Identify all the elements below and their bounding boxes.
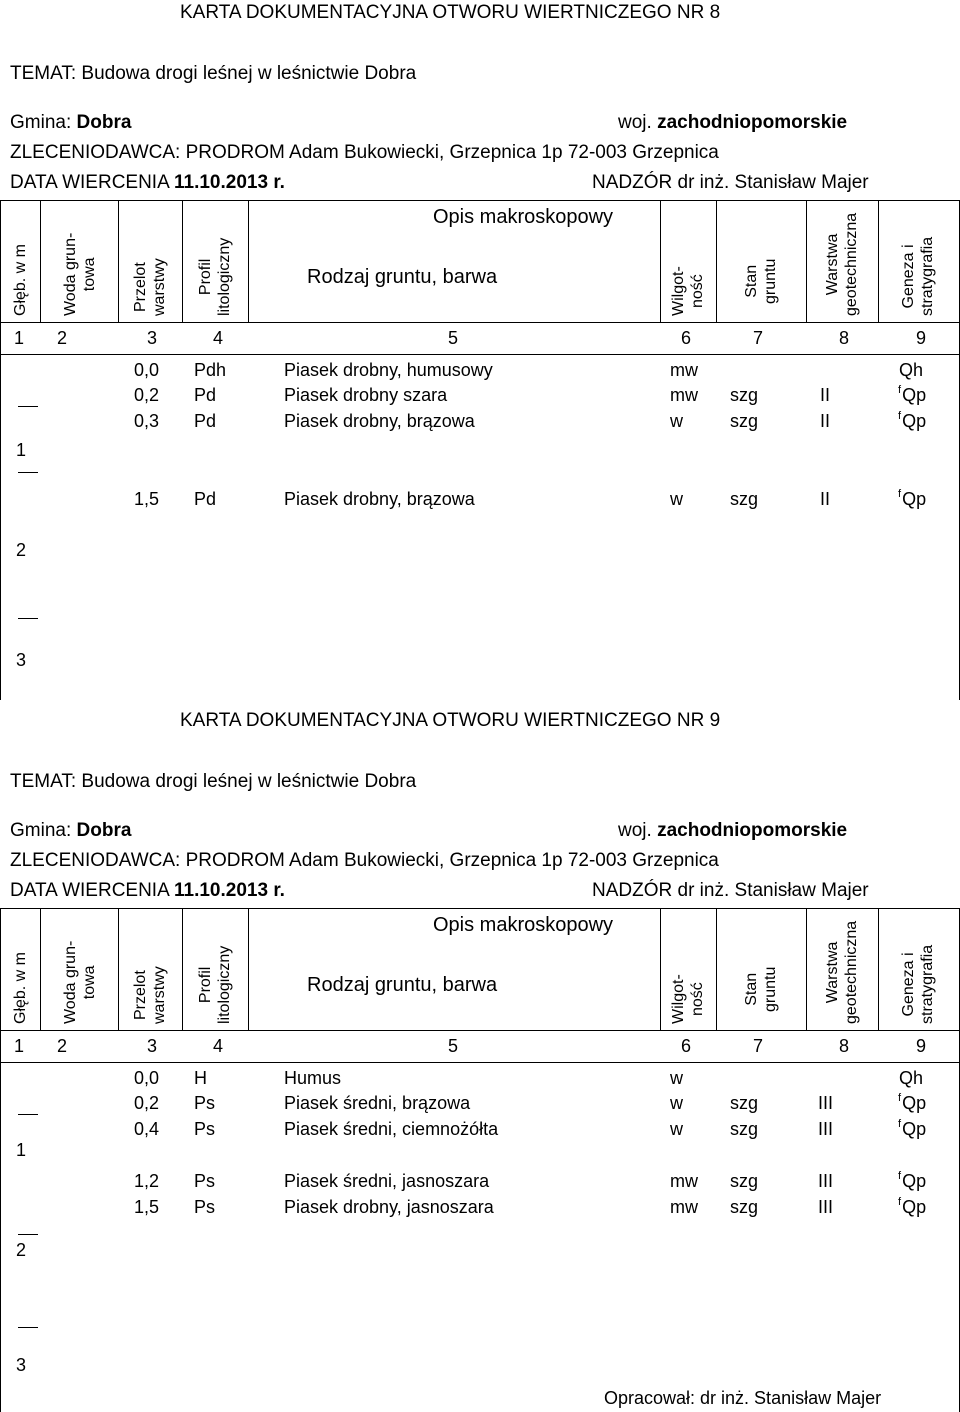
- drilling-date-label: DATA WIERCENIA: [10, 172, 169, 193]
- column-number: 7: [753, 1036, 764, 1056]
- row-moisture: mw: [670, 1171, 698, 1191]
- row-moisture: w: [670, 1068, 683, 1088]
- row-genesis-symbol: Qh: [899, 1068, 924, 1088]
- voivodeship-line: [618, 820, 847, 842]
- row-depth: 0,0: [134, 1068, 160, 1088]
- column-number: 3: [147, 1036, 158, 1056]
- moisture-column-header: [669, 974, 707, 1024]
- groundwater-column-header-line: towa: [81, 257, 98, 292]
- depth-scale-tick: [18, 1234, 38, 1235]
- row-geotechnical-layer: III: [818, 1197, 834, 1217]
- row-genesis-symbol: Qp: [902, 1119, 927, 1139]
- depth-scale-mark: 2: [16, 540, 27, 560]
- header-bottom-border: [0, 322, 960, 323]
- row-moisture: w: [670, 489, 683, 509]
- row-depth: 0,0: [134, 360, 160, 380]
- layer-interval-column-header-line: Przelot: [132, 970, 149, 1021]
- layer-interval-column-header-line: warstwy: [151, 966, 168, 1024]
- lithological-profile-column-header-line: litologiczny: [216, 945, 233, 1024]
- row-moisture: mw: [670, 1197, 698, 1217]
- geotechnical-layer-column-header-line: Warstwa: [824, 233, 841, 296]
- row-soil-state: szg: [730, 385, 759, 405]
- row-geotechnical-layer: II: [820, 385, 831, 405]
- soil-state-column-header-line: gruntu: [762, 966, 779, 1012]
- depth-column-header: [11, 952, 30, 1024]
- depth-scale-mark: 1: [16, 440, 27, 460]
- client-line: ZLECENIODAWCA: PRODROM Adam Bukowiecki, Grzepnica 1p 72-003 Grzepnica: [10, 850, 719, 871]
- column-number: 1: [14, 328, 25, 348]
- header-column-divider: [716, 908, 717, 1030]
- lithological-profile-column-header-line: Profil: [197, 966, 214, 1004]
- moisture-column-header-line: ność: [689, 982, 706, 1017]
- depth-column-header-line: Głęb. w m: [11, 951, 29, 1024]
- row-genesis-superscript: f: [898, 410, 902, 422]
- row-lithology-symbol: Ps: [194, 1093, 216, 1113]
- table-left-border: [0, 200, 1, 700]
- soil-state-column-header: [742, 259, 780, 304]
- drilling-date-line: [10, 880, 285, 902]
- row-genesis-symbol: Qp: [902, 1171, 927, 1191]
- header-column-divider: [118, 908, 119, 1030]
- row-moisture: w: [670, 1093, 683, 1113]
- row-genesis: [898, 1119, 926, 1140]
- header-bottom-border: [0, 1030, 960, 1031]
- header-column-divider: [182, 908, 183, 1030]
- commune-value: Dobra: [76, 112, 132, 133]
- column-number: 2: [57, 328, 68, 348]
- table-top-border: [0, 200, 960, 201]
- drilling-date-line: [10, 172, 285, 194]
- depth-column-header: [11, 244, 30, 316]
- header-column-divider: [806, 200, 807, 322]
- lithological-profile-column-header: [196, 238, 234, 316]
- geotechnical-layer-column-header-line: geotechniczna: [843, 212, 860, 316]
- header-column-divider: [716, 200, 717, 322]
- column-number: 4: [213, 328, 224, 348]
- geotechnical-layer-column-header-line: geotechniczna: [843, 920, 860, 1024]
- groundwater-column-header-line: Woda grun-: [62, 940, 79, 1024]
- commune-line: [10, 112, 131, 134]
- row-geotechnical-layer: III: [818, 1119, 834, 1139]
- depth-scale-tick: [18, 1114, 38, 1115]
- genesis-stratigraphy-column-header-line: Geneza i: [900, 952, 917, 1017]
- row-genesis-symbol: Qp: [902, 411, 927, 431]
- layer-interval-column-header-line: Przelot: [132, 262, 149, 313]
- row-lithology-symbol: Ps: [194, 1197, 216, 1217]
- row-genesis-symbol: Qp: [902, 1093, 927, 1113]
- drilling-date-value: 11.10.2013 r.: [174, 172, 285, 193]
- supervision-value: Stanisław Majer: [734, 172, 869, 193]
- header-column-divider: [660, 200, 661, 322]
- commune-label: Gmina:: [10, 112, 72, 133]
- groundwater-column-header: [61, 233, 99, 316]
- header-column-divider: [40, 200, 41, 322]
- header-column-divider: [660, 908, 661, 1030]
- column-number: 6: [681, 328, 692, 348]
- voivodeship-value: zachodniopomorskie: [657, 820, 848, 841]
- row-genesis-symbol: Qp: [902, 385, 927, 405]
- groundwater-column-header-line: Woda grun-: [62, 232, 79, 316]
- depth-column-header-line: Głęb. w m: [11, 243, 29, 316]
- column-number: 8: [839, 1036, 850, 1056]
- layer-interval-column-header: [131, 258, 169, 316]
- soil-state-column-header: [742, 967, 780, 1012]
- row-lithology-symbol: Ps: [194, 1171, 216, 1191]
- supervision-value: Stanisław Majer: [734, 880, 869, 901]
- row-moisture: w: [670, 411, 683, 431]
- row-genesis-superscript: f: [898, 1196, 902, 1208]
- footer-signature: Opracował: dr inż. Stanisław Majer: [604, 1388, 882, 1408]
- numbers-bottom-border: [0, 354, 960, 355]
- depth-scale-tick: [18, 406, 38, 407]
- supervision-line: [592, 172, 869, 194]
- row-lithology-symbol: Ps: [194, 1119, 216, 1139]
- header-column-divider: [40, 908, 41, 1030]
- header-column-divider: [182, 200, 183, 322]
- row-lithology-symbol: Pd: [194, 411, 217, 431]
- card-title: KARTA DOKUMENTACYJNA OTWORU WIERTNICZEGO NR 8: [180, 2, 721, 23]
- row-depth: 0,3: [134, 411, 160, 431]
- depth-scale-tick: [18, 1327, 38, 1328]
- voivodeship-label: woj.: [618, 112, 652, 133]
- genesis-stratigraphy-column-header-line: Geneza i: [900, 244, 917, 309]
- row-genesis: [898, 411, 926, 432]
- row-depth: 0,4: [134, 1119, 160, 1139]
- row-soil-state: szg: [730, 1171, 759, 1191]
- row-genesis-superscript: f: [898, 1118, 902, 1130]
- row-genesis-symbol: Qp: [902, 489, 927, 509]
- row-genesis-superscript: f: [898, 1092, 902, 1104]
- table-top-border: [0, 908, 960, 909]
- row-soil-state: szg: [730, 489, 759, 509]
- row-soil-description: Piasek drobny, brązowa: [284, 411, 475, 431]
- row-genesis: [898, 489, 926, 510]
- row-soil-state: szg: [730, 1197, 759, 1217]
- geotechnical-layer-column-header: [823, 921, 861, 1024]
- row-moisture: mw: [670, 385, 698, 405]
- genesis-stratigraphy-column-header-line: stratygrafia: [919, 944, 936, 1024]
- lithological-profile-column-header-line: Profil: [197, 258, 214, 296]
- depth-scale-tick: [18, 618, 38, 619]
- lithological-profile-column-header: [196, 946, 234, 1024]
- row-lithology-symbol: Pd: [194, 489, 217, 509]
- voivodeship-value: zachodniopomorskie: [657, 112, 848, 133]
- macroscopic-description-header: Opis makroskopowy: [433, 914, 614, 936]
- column-number: 5: [448, 328, 459, 348]
- row-soil-description: Piasek średni, brązowa: [284, 1093, 471, 1113]
- row-soil-description: Piasek drobny, humusowy: [284, 360, 493, 380]
- soil-type-header: Rodzaj gruntu, barwa: [307, 266, 498, 288]
- header-column-divider: [878, 200, 879, 322]
- depth-scale-tick: [18, 472, 38, 473]
- geotechnical-layer-column-header-line: Warstwa: [824, 941, 841, 1004]
- soil-state-column-header-line: Stan: [743, 264, 760, 298]
- row-depth: 1,5: [134, 489, 160, 509]
- voivodeship-line: [618, 112, 847, 134]
- layer-interval-column-header: [131, 966, 169, 1024]
- genesis-stratigraphy-column-header: [899, 945, 937, 1024]
- row-geotechnical-layer: III: [818, 1171, 834, 1191]
- table-left-border: [0, 908, 1, 1412]
- row-soil-description: Piasek drobny, jasnoszara: [284, 1197, 494, 1217]
- row-genesis: [898, 1093, 926, 1114]
- soil-type-header: Rodzaj gruntu, barwa: [307, 974, 498, 996]
- row-soil-description: Humus: [284, 1068, 342, 1088]
- row-genesis: [898, 1171, 926, 1192]
- header-column-divider: [248, 200, 249, 322]
- commune-line: [10, 820, 131, 842]
- row-genesis: [898, 360, 923, 381]
- column-number: 2: [57, 1036, 68, 1056]
- drilling-date-label: DATA WIERCENIA: [10, 880, 169, 901]
- topic-line: TEMAT: Budowa drogi leśnej w leśnictwie Dobra: [10, 771, 417, 792]
- column-number: 4: [213, 1036, 224, 1056]
- depth-scale-mark: 3: [16, 1355, 27, 1375]
- moisture-column-header-line: ność: [689, 274, 706, 309]
- row-soil-state: szg: [730, 1119, 759, 1139]
- header-column-divider: [806, 908, 807, 1030]
- voivodeship-label: woj.: [618, 820, 652, 841]
- row-lithology-symbol: Pdh: [194, 360, 227, 380]
- row-soil-description: Piasek średni, ciemnożółta: [284, 1119, 499, 1139]
- groundwater-column-header-line: towa: [81, 965, 98, 1000]
- row-genesis-symbol: Qh: [899, 360, 924, 380]
- header-column-divider: [878, 908, 879, 1030]
- row-moisture: mw: [670, 360, 698, 380]
- row-geotechnical-layer: III: [818, 1093, 834, 1113]
- row-depth: 0,2: [134, 1093, 160, 1113]
- row-depth: 0,2: [134, 385, 160, 405]
- client-line: ZLECENIODAWCA: PRODROM Adam Bukowiecki, Grzepnica 1p 72-003 Grzepnica: [10, 142, 719, 163]
- groundwater-column-header: [61, 941, 99, 1024]
- drilling-date-value: 11.10.2013 r.: [174, 880, 285, 901]
- row-depth: 1,5: [134, 1197, 160, 1217]
- supervision-line: [592, 880, 869, 902]
- row-soil-description: Piasek średni, jasnoszara: [284, 1171, 490, 1191]
- supervision-label: NADZÓR dr inż.: [592, 172, 730, 193]
- row-genesis: [898, 1068, 923, 1089]
- column-number: 1: [14, 1036, 25, 1056]
- row-lithology-symbol: Pd: [194, 385, 217, 405]
- row-soil-state: szg: [730, 1093, 759, 1113]
- column-number: 9: [916, 1036, 927, 1056]
- soil-state-column-header-line: gruntu: [762, 258, 779, 304]
- lithological-profile-column-header-line: litologiczny: [216, 237, 233, 316]
- layer-interval-column-header-line: warstwy: [151, 258, 168, 316]
- soil-state-column-header-line: Stan: [743, 972, 760, 1006]
- geotechnical-layer-column-header: [823, 213, 861, 316]
- row-lithology-symbol: H: [194, 1068, 207, 1088]
- row-genesis-superscript: f: [898, 384, 902, 396]
- card-title: KARTA DOKUMENTACYJNA OTWORU WIERTNICZEGO NR 9: [180, 710, 721, 731]
- depth-scale-mark: 3: [16, 650, 27, 670]
- row-genesis: [898, 385, 926, 406]
- supervision-label: NADZÓR dr inż.: [592, 880, 730, 901]
- moisture-column-header-line: Wilgot-: [670, 266, 687, 316]
- genesis-stratigraphy-column-header: [899, 237, 937, 316]
- row-soil-description: Piasek drobny szara: [284, 385, 448, 405]
- row-genesis: [898, 1197, 926, 1218]
- depth-scale-mark: 1: [16, 1140, 27, 1160]
- column-number: 8: [839, 328, 850, 348]
- column-number: 6: [681, 1036, 692, 1056]
- header-column-divider: [248, 908, 249, 1030]
- depth-scale-mark: 2: [16, 1240, 27, 1260]
- row-geotechnical-layer: II: [820, 411, 831, 431]
- commune-label: Gmina:: [10, 820, 72, 841]
- numbers-bottom-border: [0, 1062, 960, 1063]
- moisture-column-header: [669, 266, 707, 316]
- column-number: 3: [147, 328, 158, 348]
- macroscopic-description-header: Opis makroskopowy: [433, 206, 614, 228]
- commune-value: Dobra: [76, 820, 132, 841]
- row-genesis-symbol: Qp: [902, 1197, 927, 1217]
- column-number: 5: [448, 1036, 459, 1056]
- row-genesis-superscript: f: [898, 1170, 902, 1182]
- row-depth: 1,2: [134, 1171, 160, 1191]
- moisture-column-header-line: Wilgot-: [670, 974, 687, 1024]
- row-moisture: w: [670, 1119, 683, 1139]
- genesis-stratigraphy-column-header-line: stratygrafia: [919, 236, 936, 316]
- row-geotechnical-layer: II: [820, 489, 831, 509]
- header-column-divider: [118, 200, 119, 322]
- column-number: 9: [916, 328, 927, 348]
- row-genesis-superscript: f: [898, 488, 902, 500]
- row-soil-state: szg: [730, 411, 759, 431]
- column-number: 7: [753, 328, 764, 348]
- topic-line: TEMAT: Budowa drogi leśnej w leśnictwie Dobra: [10, 63, 417, 84]
- row-soil-description: Piasek drobny, brązowa: [284, 489, 475, 509]
